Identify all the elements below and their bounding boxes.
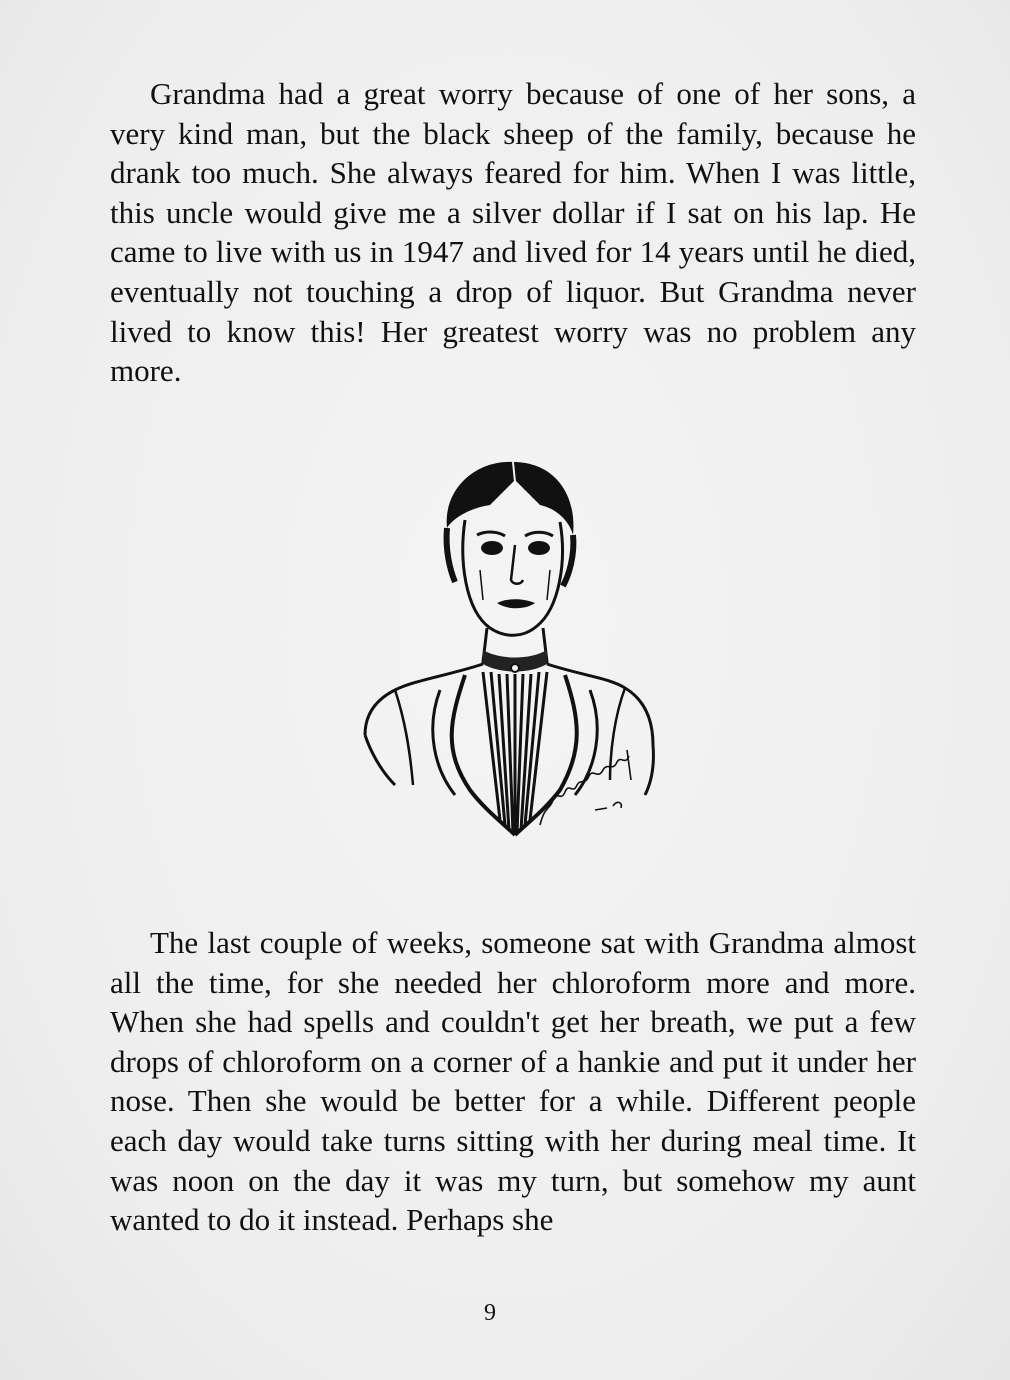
paragraph-grandma-worry: Grandma had a great worry because of one of her sons, a very kind man, but the black sheep of the family, because he drank too much. She always feared for him. When I was little, this uncle would give me a silver dollar if I sat on his lap. He came to live with us in 1947 and lived for 14 years until he died, eventually not touching a drop of liquor. But Grandma never lived to know this! Her greatest worry was no problem any more. bbox=[110, 76, 916, 389]
signature bbox=[540, 750, 631, 825]
paragraph-last-weeks: The last couple of weeks, someone sat with Grandma almost all the time, for she needed her chloroform more and more. When she had spells and couldn't get her breath, we put a few drops of chloroform on a corner of a hankie and put it under her nose. Then she would be better for a while. Different people each day would take turns sitting with her during meal time. It was noon on the day it was my turn, but somehow my aunt wanted to do it instead. Perhaps she bbox=[110, 925, 916, 1238]
page-number: 9 bbox=[484, 1300, 496, 1326]
portrait-illustration bbox=[355, 450, 665, 845]
